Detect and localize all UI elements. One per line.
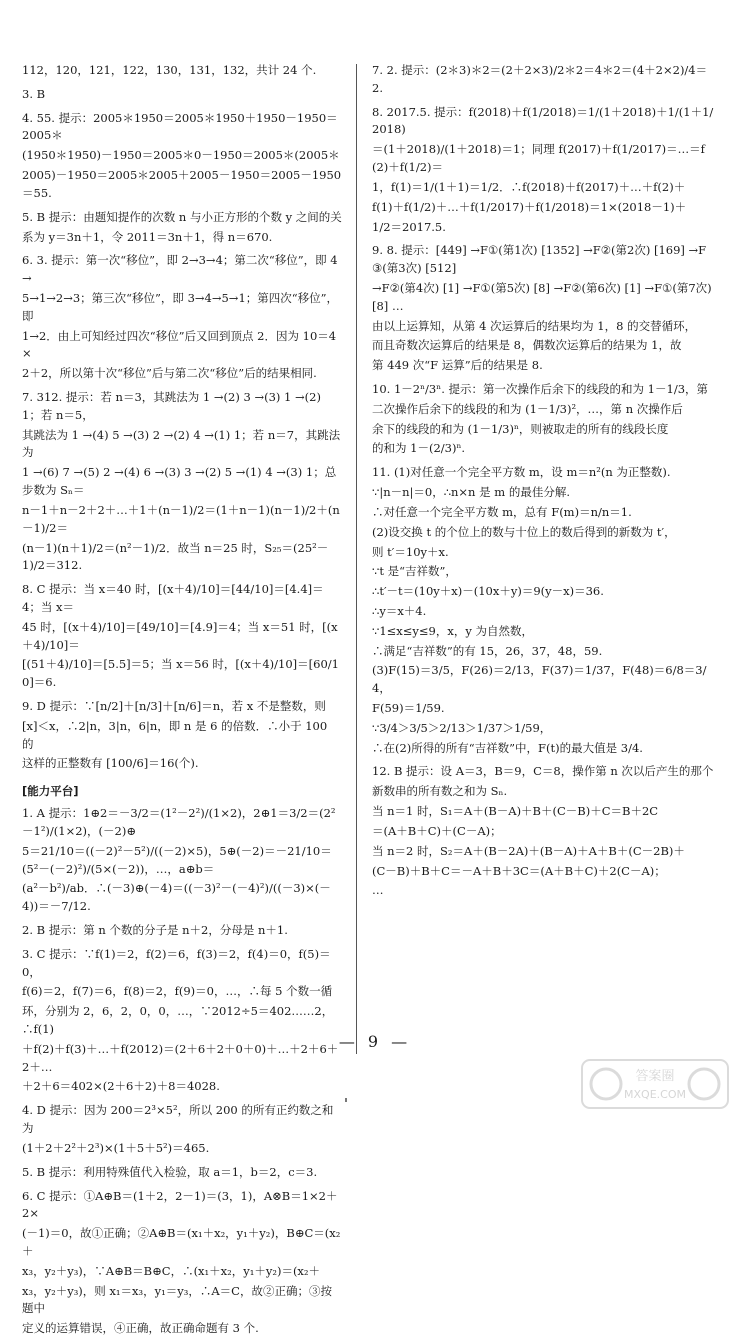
answer-line: (1950＊1950)－1950＝2005＊0－1950＝2005＊(2005＊ [22, 148, 340, 163]
answer-line: 定义的运算错误，④正确，故正确命题有 3 个. [22, 1321, 259, 1336]
answer-line: 9. D 提示：∵[n/2]＋[n/3]＋[n/6]＝n，若 x 不是整数，则 [22, 699, 326, 713]
answer-line: 3. B [22, 86, 46, 101]
answer-line: (3)F(15)＝3/5，F(26)＝2/13，F(37)＝1/37，F(48)＝6/8＝3/4， [372, 663, 707, 696]
answer-item [22, 1102, 342, 1159]
answer-line: x₃，y₂＋y₃)，则 x₁＝x₃，y₁＝y₃，∴A＝C，故②正确；③按题中 [22, 1283, 332, 1316]
answer-item [22, 110, 342, 205]
answer-line: ＋2＋6＝402×(2＋6＋2)＋8＝4028. [22, 1079, 220, 1094]
answer-line: 而且奇数次运算后的结果是 8，偶数次运算后的结果为 1，故 [372, 338, 682, 353]
answer-line: →F②(第4次) [1] →F①(第5次) [8] →F②(第6次) [1] →F①(第7次) [8] … [372, 280, 712, 313]
answer-item [22, 86, 342, 106]
answer-line: (a²－b²)/ab．∴(－3)⊕(－4)＝((－3)²－(－4)²)/((－3)×(－4))＝－7/12. [22, 881, 331, 914]
answer-line: (C－B)＋B＋C＝－A＋B＋3C＝(A＋B＋C)＋2(C－A)； [372, 863, 666, 878]
answer-line: (2)设交换 t 的个位上的数与十位上的数后得到的新数为 t′， [372, 524, 676, 539]
watermark-logo [580, 1058, 730, 1110]
svg-text:答案圈: 答案圈 [635, 1069, 675, 1084]
answer-item [372, 104, 716, 239]
answer-line: 系为 y＝3n＋1，令 2011＝3n＋1，得 n＝670. [22, 229, 273, 244]
answer-line: 由以上运算知，从第 4 次运算后的结果均为 1，8 的交替循环， [372, 318, 697, 333]
answer-item [372, 242, 716, 377]
answer-line: 1. A 提示：1⊕2＝－3/2＝(1²－2²)/(1×2)，2⊕1＝3/2＝(2²－1²)/(1×2)，(－2)⊕ [22, 806, 336, 838]
answer-line: 8. C 提示：当 x＝40 时，[(x＋4)/10]＝[44/10]＝[4.4]＝4；当 x＝ [22, 582, 324, 614]
answer-line: [x]＜x，∴2|n，3|n，6|n，即 n 是 6 的倍数．∴小于 100 的 [22, 718, 328, 751]
answer-line: 9. 8. 提示：[449] →F①(第1次) [1352] →F②(第2次) [169] →F③(第3次) [512] [372, 243, 707, 276]
answer-line: 新数串的所有数之和为 Sₙ. [372, 784, 508, 799]
answer-line: 其跳法为 1 →(4) 5 →(3) 2 →(2) 4 →(1) 1；若 n＝7，其跳法为 [22, 427, 341, 460]
answer-line: 当 n＝2 时，S₂＝A＋(B－2A)＋(B－A)＋A＋B＋(C－2B)＋ [372, 843, 685, 858]
answer-line: ∵t 是“吉祥数”， [372, 564, 457, 579]
answer-line: 1→2．由上可知经过四次“移位”后又回到顶点 2．因为 10＝4× [22, 328, 337, 361]
answer-item [372, 381, 716, 460]
answer-line: 1 →(6) 7 →(5) 2 →(4) 6 →(3) 3 →(2) 5 →(1) 4 →(3) 1；总步数为 Sₙ＝ [22, 465, 337, 498]
answer-line: ＝(1＋2018)/(1＋2018)＝1；同理 f(2017)＋f(1/2017)＝…＝f(2)＋f(1/2)＝ [372, 142, 705, 175]
answer-line: ∵|n－n|＝0，∴n×n 是 m 的最佳分解. [372, 485, 570, 500]
answer-line: 6. C 提示：①A⊕B＝(1＋2，2－1)＝(3，1)，A⊗B＝1×2＋2× [22, 1188, 338, 1221]
answer-line: x₃，y₂＋y₃)，∵A⊕B＝B⊕C，∴(x₁＋x₂，y₁＋y₂)＝(x₂＋ [22, 1263, 321, 1278]
answer-item [22, 209, 342, 249]
answer-line: 112，120，121，122，130，131，132，共计 24 个. [22, 63, 317, 77]
answer-item [372, 763, 716, 902]
print-dot [345, 1098, 347, 1102]
answer-line: f(1)＋f(1/2)＋…＋f(1/2017)＋f(1/2018)＝1×(2018－1)＋ [372, 199, 687, 214]
answer-line: 1，f(1)＝1/(1＋1)＝1/2．∴f(2018)＋f(2017)＋…＋f(2)＋ [372, 179, 686, 194]
answer-item [22, 581, 342, 694]
answer-line: ＝(A＋B＋C)＋(C－A)； [372, 823, 502, 838]
answer-line: 余下的线段的和为 (1－1/3)ⁿ，则被取走的所有的线段长度 [372, 421, 669, 436]
answer-line: 10. 1－2ⁿ/3ⁿ. 提示：第一次操作后余下的线段的和为 1－1/3，第 [372, 382, 709, 396]
answer-line: ＋f(2)＋f(3)＋…＋f(2012)＝(2＋6＋2＋0＋0)＋…＋2＋6＋2＋… [22, 1041, 339, 1074]
answer-line: 这样的正整数有 [100/6]＝16(个). [22, 756, 199, 771]
answer-item [22, 922, 342, 942]
answer-line: 第 449 次“F 运算”后的结果是 8. [372, 358, 543, 373]
section-heading: [能力平台] [22, 784, 79, 799]
answer-item [22, 698, 342, 775]
answer-line: f(6)＝2，f(7)＝6，f(8)＝2，f(9)＝0，…，∴每 5 个数一循 [22, 984, 333, 999]
answer-item [22, 1164, 342, 1184]
answer-item [22, 805, 342, 918]
answer-item [22, 389, 342, 577]
answer-line: … [372, 883, 384, 898]
answer-line: 5. B 提示：利用特殊值代入检验，取 a＝1，b＝2，c＝3. [22, 1164, 318, 1179]
answer-line: 2. B 提示：第 n 个数的分子是 n＋2，分母是 n＋1. [22, 922, 288, 937]
answer-line: 3. C 提示：∵f(1)＝2，f(2)＝6，f(3)＝2，f(4)＝0，f(5)＝0， [22, 946, 331, 979]
answer-line: 7. 2. 提示：(2＊3)＊2＝(2＋2×3)/2＊2＝4＊2＝(4＋2×2)/4＝2. [372, 63, 708, 95]
answer-line: 45 时，[(x＋4)/10]＝[49/10]＝[4.9]＝4；当 x＝51 时，[(x＋4)/10]＝ [22, 619, 338, 652]
answer-line: (1＋2＋2²＋2³)×(1＋5＋5²)＝465. [22, 1140, 210, 1155]
answer-line: ∴在(2)所得的所有“吉祥数”中，F(t)的最大值是 3/4. [372, 740, 643, 755]
answer-item [372, 464, 716, 759]
answer-line: 当 n＝1 时，S₁＝A＋(B－A)＋B＋(C－B)＋C＝B＋2C [372, 804, 659, 819]
answer-line: 二次操作后余下的线段的和为 (1－1/3)²，…，第 n 次操作后 [372, 401, 683, 416]
answer-line: 环，分别为 2，6，2，0，0，…，∵2012÷5＝402……2，∴f(1) [22, 1004, 334, 1036]
answer-line: n－1＋n－2＋2＋…＋1＋(n－1)/2＝(1＋n－1)(n－1)/2＋(n－1)/2＝ [22, 502, 340, 535]
answer-line: 8. 2017.5. 提示：f(2018)＋f(1/2018)＝1/(1＋2018)＋1/(1＋1/2018) [372, 104, 714, 137]
answer-line: ∴y＝x＋4. [372, 603, 427, 618]
page-number: — 9 — [338, 1032, 412, 1051]
answer-line: (－1)＝0，故①正确；②A⊕B＝(x₁＋x₂，y₁＋y₂)，B⊕C＝(x₂＋ [22, 1226, 341, 1258]
answer-line: 的和为 1－(2/3)ⁿ. [372, 441, 466, 456]
answer-line: 则 t′＝10y＋x. [372, 544, 449, 559]
answer-line: 6. 3. 提示：第一次“移位”，即 2→3→4；第二次“移位”，即 4→ [22, 253, 338, 286]
answer-line: 11. (1)对任意一个完全平方数 m，设 m＝n²(n 为正整数). [372, 465, 671, 480]
answer-line: 4. D 提示：因为 200＝2³×5²，所以 200 的所有正约数之和为 [22, 1103, 334, 1136]
answer-line: ∵3/4＞3/5＞2/13＞1/37＞1/59， [372, 720, 552, 735]
column-divider [356, 64, 357, 1054]
answer-line: ∴对任意一个完全平方数 m，总有 F(m)＝n/n＝1. [372, 504, 632, 519]
right-column [372, 62, 716, 906]
answer-item [22, 946, 342, 1099]
answer-line: F(59)＝1/59. [372, 701, 445, 715]
answer-line: 12. B 提示：设 A＝3，B＝9，C＝8，操作第 n 次以后产生的那个 [372, 764, 714, 779]
answer-line: 2＋2，所以第十次“移位”后与第二次“移位”后的结果相同. [22, 366, 317, 381]
answer-item [22, 252, 342, 385]
answer-line: ∴t′－t＝(10y＋x)－(10x＋y)＝9(y－x)＝36. [372, 584, 604, 599]
left-column [22, 62, 342, 1344]
answer-line: 2005)－1950＝2005＊2005＋2005－1950＝2005－1950＝55. [22, 168, 342, 200]
answer-line: (n－1)(n＋1)/2＝(n²－1)/2．故当 n＝25 时，S₂₅＝(25²－1)/2＝312. [22, 540, 329, 573]
answer-line: 5→1→2→3；第三次“移位”，即 3→4→5→1；第四次“移位”，即 [22, 290, 339, 323]
answer-item [22, 1188, 342, 1341]
answer-line: ∴满足“吉祥数”的有 15，26，37，48，59. [372, 643, 603, 658]
answer-item [372, 62, 716, 100]
answer-line: 4. 55. 提示：2005＊1950＝2005＊1950＋1950－1950＝2005＊ [22, 110, 338, 143]
answer-line: 5＝21/10＝((－2)²－5²)/((－2)×5)，5⊕(－2)＝－21/10＝(5²－(－2)²)/(5×(－2))，…，a⊕b＝ [22, 843, 332, 876]
svg-text:MXQE.COM: MXQE.COM [624, 1088, 686, 1101]
answer-line: [(51＋4)/10]＝[5.5]＝5；当 x＝56 时，[(x＋4)/10]＝[60/10]＝6. [22, 657, 339, 690]
answer-line: 7. 312. 提示：若 n＝3，其跳法为 1 →(2) 3 →(3) 1 →(2) 1；若 n＝5， [22, 390, 321, 422]
answer-line: 1/2＝2017.5. [372, 219, 446, 234]
answer-item [22, 62, 342, 82]
answer-line: ∵1≤x≤y≤9，x，y 为自然数， [372, 623, 533, 638]
answer-line: 5. B 提示：由题知提作的次数 n 与小正方形的个数 y 之间的关 [22, 209, 342, 224]
